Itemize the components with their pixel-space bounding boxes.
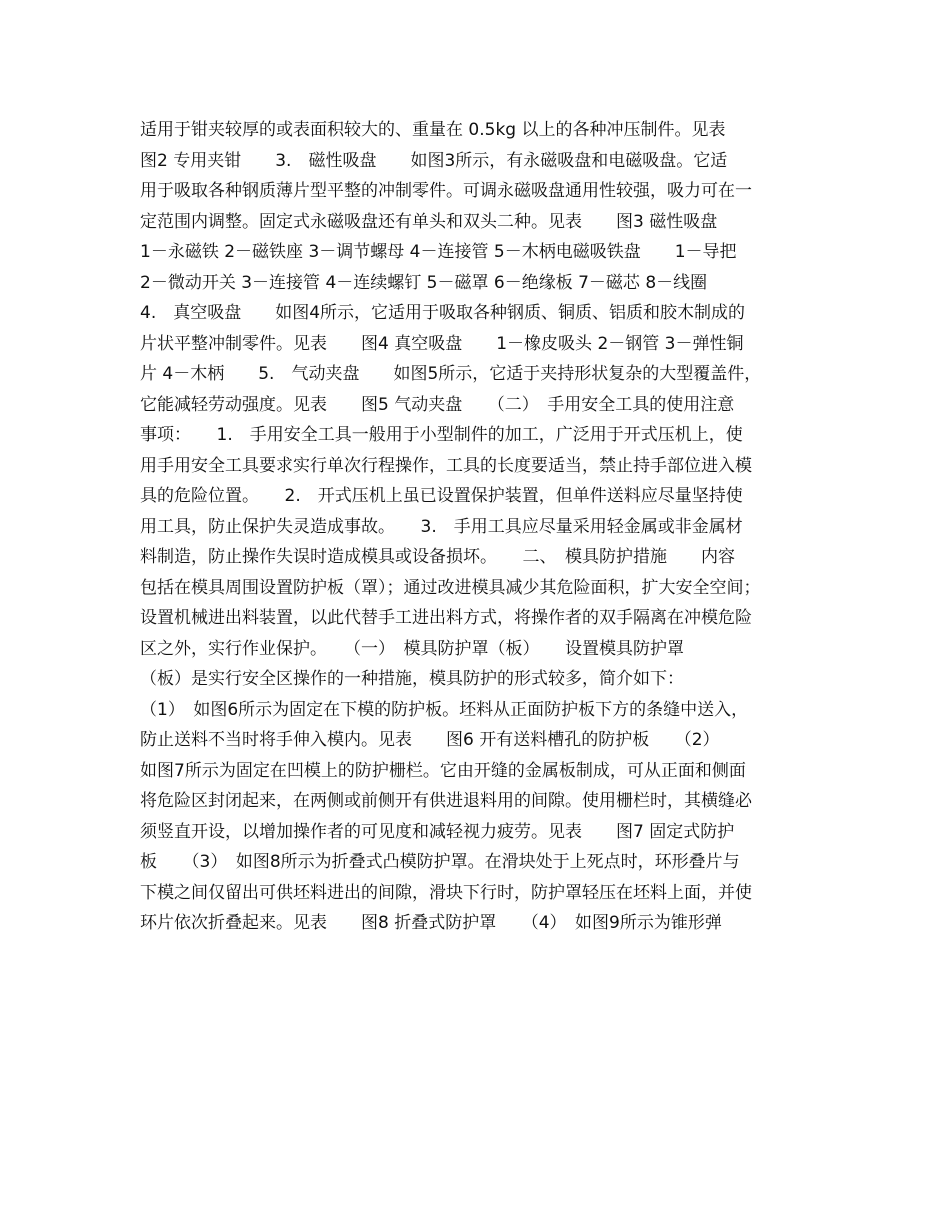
text-line: 用于吸取各种钢质薄片型平整的冲制零件。可调永磁吸盘通用性较强，吸力可在一 <box>140 181 752 201</box>
text-line: 定范围内调整。固定式永磁吸盘还有单头和双头二种。见表 图3 磁性吸盘 <box>140 211 718 232</box>
text-line: （1） 如图6所示为固定在下模的防护板。坯料从正面防护板下方的条缝中送入， <box>140 699 749 720</box>
text-line: 环片依次折叠起来。见表 图8 折叠式防护罩 （4） 如图9所示为锥形弹 <box>140 913 722 933</box>
text-line: 区之外，实行作业保护。 （一） 模具防护罩（板） 设置模具防护罩 <box>140 638 684 659</box>
text-line: 用工具，防止保护失灵造成事故。 3. 手用工具应尽量采用轻金属或非金属材 <box>140 516 743 537</box>
text-line: 片 4－木柄 5. 气动夹盘 如图5所示，它适于夹持形状复杂的大型覆盖件， <box>140 364 762 384</box>
text-line: 将危险区封闭起来，在两侧或前侧开有供进退料用的间隙。使用栅栏时，其横缝必 <box>140 791 752 811</box>
text-line: 它能减轻劳动强度。见表 图5 气动夹盘 （二） 手用安全工具的使用注意 <box>140 394 735 415</box>
text-line: 下模之间仅留出可供坯料进出的间隙，滑块下行时，防护罩轻压在坯料上面，并使 <box>140 882 752 903</box>
text-line: 料制造，防止操作失误时造成模具或设备损坏。 二、 模具防护措施 内容 <box>140 547 735 567</box>
text-line: 适用于钳夹较厚的或表面积较大的、重量在 0.5kg 以上的各种冲压制件。见表 <box>140 120 726 140</box>
text-line: 如图7所示为固定在凹模上的防护栅栏。它由开缝的金属板制成，可从正面和侧面 <box>140 760 746 781</box>
body-text <box>140 115 820 939</box>
text-line: （板）是实行安全区操作的一种措施，模具防护的形式较多，简介如下： <box>140 669 684 689</box>
text-line: 用手用安全工具要求实行单次行程操作，工具的长度要适当，禁止持手部位进入模 <box>140 455 752 476</box>
text-line: 4. 真空吸盘 如图4所示，它适用于吸取各种钢质、铜质、铝质和胶木制成的 <box>140 303 746 323</box>
text-line: 1－永磁铁 2－磁铁座 3－调节螺母 4－连接管 5－木柄电磁吸铁盘 1－导把 <box>140 242 737 262</box>
text-line: 须竖直开设，以增加操作者的可见度和减轻视力疲劳。见表 图7 固定式防护 <box>140 821 735 842</box>
text-line: 防止送料不当时将手伸入模内。见表 图6 开有送料槽孔的防护板 （2） <box>140 730 720 750</box>
text-line: 2－微动开关 3－连接管 4－连续螺钉 5－磁罩 6－绝缘板 7－磁芯 8－线圈 <box>140 272 708 293</box>
text-line: 具的危险位置。 2. 开式压机上虽已设置保护装置，但单件送料应尽量坚持使 <box>140 486 743 506</box>
text-line: 图2 专用夹钳 3. 磁性吸盘 如图3所示，有永磁吸盘和电磁吸盘。它适 <box>140 150 728 171</box>
text-line: 板 （3） 如图8所示为折叠式凸模防护罩。在滑块处于上死点时，环形叠片与 <box>140 852 740 872</box>
text-line: 事项： 1. 手用安全工具一般用于小型制件的加工，广泛用于开式压机上，使 <box>140 425 743 445</box>
text-line: 包括在模具周围设置防护板（罩）；通过改进模具减少其危险面积，扩大安全空间； <box>140 577 761 598</box>
text-line: 设置机械进出料装置，以此代替手工进出料方式，将操作者的双手隔离在冲模危险 <box>140 608 752 628</box>
text-line: 片状平整冲制零件。见表 图4 真空吸盘 1－橡皮吸头 2－钢管 3－弹性铜 <box>140 333 744 354</box>
